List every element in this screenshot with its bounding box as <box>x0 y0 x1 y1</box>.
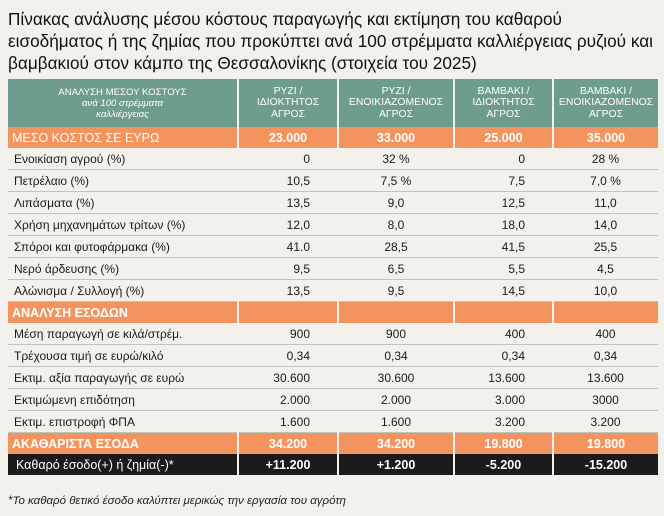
table-row <box>8 345 658 367</box>
cell-value: 1.600 <box>338 411 454 433</box>
footnote: *Το καθαρό θετικό έσοδο καλύπτει μερικώς την εργασία του αγρότη <box>8 495 346 507</box>
table-row <box>8 258 658 280</box>
header-rice-owned: ΡΥΖΙ / ΙΔΙΟΚΤΗΤΟΣ ΑΓΡΟΣ <box>238 79 338 127</box>
header-cotton-rented: ΒΑΜΒΑΚΙ / ΕΝΟΙΚΙΑΖΟΜΕΝΟΣ ΑΓΡΟΣ <box>553 79 658 127</box>
cell-value: 900 <box>338 323 454 345</box>
row-label: Λιπάσματα (%) <box>8 192 238 214</box>
table-row <box>8 214 658 236</box>
cost-section-row <box>8 127 658 148</box>
cell-value: 25.000 <box>454 127 553 148</box>
cell-value: 9,5 <box>338 280 454 302</box>
cell-value: 14,5 <box>454 280 553 302</box>
cell-value: 25,5 <box>553 236 658 258</box>
table-row <box>8 170 658 192</box>
cell-value: +11.200 <box>238 454 338 475</box>
cell-value: 34.200 <box>338 433 454 455</box>
row-label: Σπόροι και φυτοφάρμακα (%) <box>8 236 238 258</box>
cell-value: 13,5 <box>238 280 338 302</box>
cell-value: 7,0 % <box>553 170 658 192</box>
cell-value: 9,0 <box>338 192 454 214</box>
cell-value: 13.600 <box>454 367 553 389</box>
net-income-row <box>8 454 658 475</box>
cell-value: 4,5 <box>553 258 658 280</box>
row-label: Αλώνισμα / Συλλογή (%) <box>8 280 238 302</box>
cell-value: 13.600 <box>553 367 658 389</box>
row-label: Εκτιμ. επιστροφή ΦΠΑ <box>8 411 238 433</box>
cell-value: 8,0 <box>338 214 454 236</box>
cell-value: 5,5 <box>454 258 553 280</box>
cell-value: 11,0 <box>553 192 658 214</box>
cell-value: 3000 <box>553 389 658 411</box>
cell-value: 18,0 <box>454 214 553 236</box>
cell-value: 19.800 <box>454 433 553 455</box>
cell-value: 2.000 <box>338 389 454 411</box>
cell-value: 34.200 <box>238 433 338 455</box>
cell-value: 3.000 <box>454 389 553 411</box>
table-row <box>8 192 658 214</box>
cell-value: 7,5 <box>454 170 553 192</box>
cost-analysis-table <box>8 79 658 475</box>
cell-value: 7,5 % <box>338 170 454 192</box>
section-label: ΑΚΑΘΑΡΙΣΤΑ ΕΣΟΔΑ <box>8 433 238 455</box>
row-label: Τρέχουσα τιμή σε ευρώ/κιλό <box>8 345 238 367</box>
cell-value: 0 <box>238 148 338 170</box>
cell-value: 0,34 <box>553 345 658 367</box>
cell-value: 41.0 <box>238 236 338 258</box>
cell-value: 400 <box>454 323 553 345</box>
cell-value: 30.600 <box>238 367 338 389</box>
cell-value: 0,34 <box>238 345 338 367</box>
cell-value: 19.800 <box>553 433 658 455</box>
cell-value: 2.000 <box>238 389 338 411</box>
cell-value: 9,5 <box>238 258 338 280</box>
cell-value: 30.600 <box>338 367 454 389</box>
cell-value: 23.000 <box>238 127 338 148</box>
cell-value: +1.200 <box>338 454 454 475</box>
row-label: Ενοικίαση αγρού (%) <box>8 148 238 170</box>
cell-value: 0,34 <box>338 345 454 367</box>
row-label: Νερό άρδευσης (%) <box>8 258 238 280</box>
net-label: Καθαρό έσοδο(+) ή ζημία(-)* <box>8 454 238 475</box>
cell-value: 400 <box>553 323 658 345</box>
cell-value: 0,34 <box>454 345 553 367</box>
table-row <box>8 389 658 411</box>
row-label: Εκτιμ. αξία παραγωγής σε ευρώ <box>8 367 238 389</box>
table-row <box>8 236 658 258</box>
cell-value: 13,5 <box>238 192 338 214</box>
cell-value: 6,5 <box>338 258 454 280</box>
cell-value: 1.600 <box>238 411 338 433</box>
page-title: Πίνακας ανάλυσης μέσου κόστους παραγωγής και εκτίμηση του καθαρού εισοδήματος ή της ζημίας που προκύπτει ανά 100 στρέμματα καλλιέργειας ρυζιού και βαμβακιού στον κάμπο της Θεσσαλονίκης (στοιχεία του 2025) <box>8 9 653 73</box>
cell-value: 12,5 <box>454 192 553 214</box>
cell-value: 33.000 <box>338 127 454 148</box>
row-label: Εκτιμώμενη επιδότηση <box>8 389 238 411</box>
cell-value: 3.200 <box>454 411 553 433</box>
row-label: Πετρέλαιο (%) <box>8 170 238 192</box>
cell-value: 10,5 <box>238 170 338 192</box>
cell-value: 10,0 <box>553 280 658 302</box>
cell-value: 28,5 <box>338 236 454 258</box>
income-section-row <box>8 302 658 324</box>
cell-value: 28 % <box>553 148 658 170</box>
table-row <box>8 280 658 302</box>
cell-value: 41,5 <box>454 236 553 258</box>
table-row <box>8 367 658 389</box>
section-label: ΜΕΣΟ ΚΟΣΤΟΣ ΣΕ ΕΥΡΩ <box>8 127 238 148</box>
cell-value: -15.200 <box>553 454 658 475</box>
table-row <box>8 323 658 345</box>
table-header-row <box>8 79 658 127</box>
table-row <box>8 148 658 170</box>
row-label: Χρήση μηχανημάτων τρίτων (%) <box>8 214 238 236</box>
cell-value: 14,0 <box>553 214 658 236</box>
cell-value: 3.200 <box>553 411 658 433</box>
cell-value: -5.200 <box>454 454 553 475</box>
cell-value: 32 % <box>338 148 454 170</box>
gross-income-row <box>8 433 658 455</box>
table-row <box>8 411 658 433</box>
header-cotton-owned: ΒΑΜΒΑΚΙ / ΙΔΙΟΚΤΗΤΟΣ ΑΓΡΟΣ <box>454 79 553 127</box>
cell-value: 35.000 <box>553 127 658 148</box>
header-analysis: ΑΝΑΛΥΣΗ ΜΕΣΟΥ ΚΟΣΤΟΥΣ ανά 100 στρέμματα καλλιέργειας <box>8 79 238 127</box>
section-label: ΑΝΑΛΥΣΗ ΕΣΟΔΩΝ <box>8 302 238 324</box>
cell-value: 0 <box>454 148 553 170</box>
header-rice-rented: ΡΥΖΙ / ΕΝΟΙΚΙΑΖΟΜΕΝΟΣ ΑΓΡΟΣ <box>338 79 454 127</box>
cell-value: 900 <box>238 323 338 345</box>
row-label: Μέση παραγωγή σε κιλά/στρέμ. <box>8 323 238 345</box>
cell-value: 12,0 <box>238 214 338 236</box>
